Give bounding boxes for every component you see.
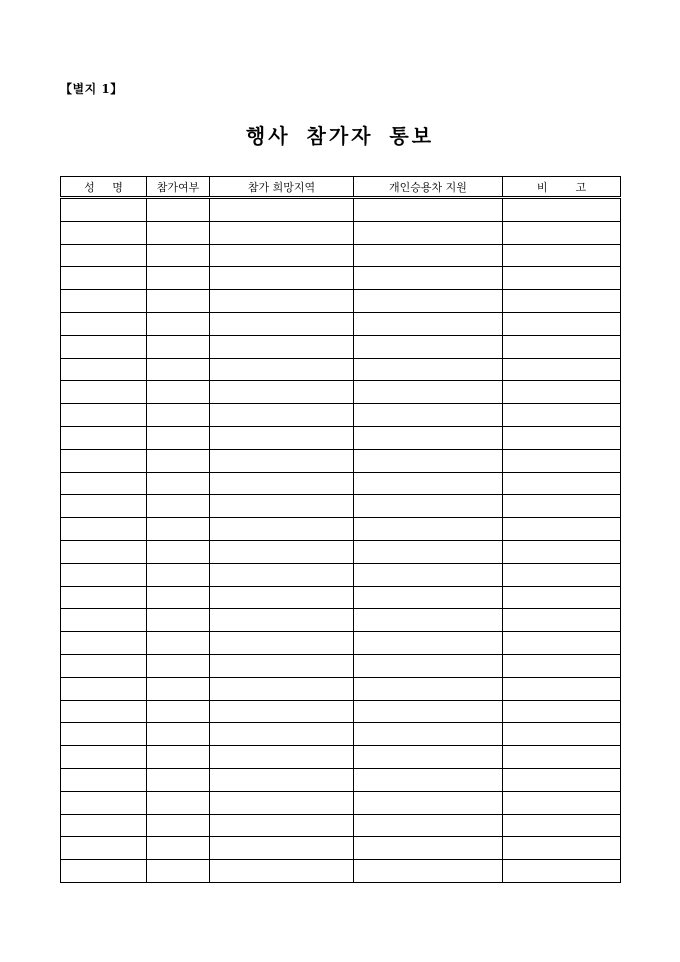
preferred-region-cell[interactable]: [210, 267, 354, 290]
preferred-region-cell[interactable]: [210, 426, 354, 449]
name-cell[interactable]: [61, 358, 147, 381]
private-car-support-cell[interactable]: [354, 495, 503, 518]
private-car-support-cell[interactable]: [354, 723, 503, 746]
private-car-support-cell[interactable]: [354, 768, 503, 791]
remarks-cell[interactable]: [503, 654, 621, 677]
private-car-support-cell[interactable]: [354, 654, 503, 677]
name-cell[interactable]: [61, 540, 147, 563]
header-participation: 참가여부: [147, 177, 210, 198]
participation-cell[interactable]: [147, 677, 210, 700]
remarks-cell[interactable]: [503, 358, 621, 381]
header-name: 성 명: [61, 177, 147, 198]
name-cell[interactable]: [61, 860, 147, 883]
preferred-region-cell[interactable]: [210, 518, 354, 541]
table-row: [61, 449, 621, 472]
table-row: [61, 290, 621, 313]
table-row: [61, 632, 621, 655]
preferred-region-cell[interactable]: [210, 700, 354, 723]
name-cell[interactable]: [61, 768, 147, 791]
private-car-support-cell[interactable]: [354, 267, 503, 290]
remarks-cell[interactable]: [503, 563, 621, 586]
name-cell[interactable]: [61, 198, 147, 222]
private-car-support-cell[interactable]: [354, 404, 503, 427]
table-row: [61, 495, 621, 518]
table-row: [61, 358, 621, 381]
private-car-support-cell[interactable]: [354, 381, 503, 404]
remarks-cell[interactable]: [503, 540, 621, 563]
preferred-region-cell[interactable]: [210, 768, 354, 791]
participation-cell[interactable]: [147, 381, 210, 404]
name-cell[interactable]: [61, 335, 147, 358]
attachment-label: 【별지 1】: [60, 82, 123, 96]
private-car-support-cell[interactable]: [354, 632, 503, 655]
header-private-car-support: 개인승용차 지원: [354, 177, 503, 198]
table-row: [61, 518, 621, 541]
participation-cell[interactable]: [147, 860, 210, 883]
remarks-cell[interactable]: [503, 518, 621, 541]
table-row: [61, 472, 621, 495]
name-cell[interactable]: [61, 381, 147, 404]
preferred-region-cell[interactable]: [210, 290, 354, 313]
remarks-cell[interactable]: [503, 768, 621, 791]
name-cell[interactable]: [61, 654, 147, 677]
table-row: [61, 860, 621, 883]
name-cell[interactable]: [61, 723, 147, 746]
participation-cell[interactable]: [147, 358, 210, 381]
participation-cell[interactable]: [147, 791, 210, 814]
participation-cell[interactable]: [147, 837, 210, 860]
preferred-region-cell[interactable]: [210, 358, 354, 381]
remarks-cell[interactable]: [503, 312, 621, 335]
name-cell[interactable]: [61, 837, 147, 860]
remarks-cell[interactable]: [503, 609, 621, 632]
table-body: [61, 198, 621, 883]
preferred-region-cell[interactable]: [210, 244, 354, 267]
private-car-support-cell[interactable]: [354, 358, 503, 381]
name-cell[interactable]: [61, 426, 147, 449]
table-row: [61, 381, 621, 404]
participation-cell[interactable]: [147, 746, 210, 769]
preferred-region-cell[interactable]: [210, 746, 354, 769]
preferred-region-cell[interactable]: [210, 221, 354, 244]
participation-cell[interactable]: [147, 198, 210, 222]
name-cell[interactable]: [61, 267, 147, 290]
participation-cell[interactable]: [147, 654, 210, 677]
document-title: 행사 참가자 통보: [245, 124, 435, 148]
name-cell[interactable]: [61, 746, 147, 769]
private-car-support-cell[interactable]: [354, 814, 503, 837]
preferred-region-cell[interactable]: [210, 381, 354, 404]
name-cell[interactable]: [61, 700, 147, 723]
preferred-region-cell[interactable]: [210, 791, 354, 814]
table-row: [61, 563, 621, 586]
private-car-support-cell[interactable]: [354, 791, 503, 814]
participation-cell[interactable]: [147, 449, 210, 472]
preferred-region-cell[interactable]: [210, 632, 354, 655]
remarks-cell[interactable]: [503, 632, 621, 655]
private-car-support-cell[interactable]: [354, 244, 503, 267]
private-car-support-cell[interactable]: [354, 746, 503, 769]
participation-cell[interactable]: [147, 768, 210, 791]
participation-cell[interactable]: [147, 495, 210, 518]
private-car-support-cell[interactable]: [354, 426, 503, 449]
header-remarks: 비 고: [503, 177, 621, 198]
private-car-support-cell[interactable]: [354, 221, 503, 244]
remarks-cell[interactable]: [503, 677, 621, 700]
participant-table: [60, 176, 621, 883]
table-row: [61, 312, 621, 335]
private-car-support-cell[interactable]: [354, 677, 503, 700]
preferred-region-cell[interactable]: [210, 814, 354, 837]
participation-cell[interactable]: [147, 290, 210, 313]
preferred-region-cell[interactable]: [210, 495, 354, 518]
private-car-support-cell[interactable]: [354, 700, 503, 723]
participation-cell[interactable]: [147, 540, 210, 563]
preferred-region-cell[interactable]: [210, 654, 354, 677]
name-cell[interactable]: [61, 632, 147, 655]
table-row: [61, 335, 621, 358]
private-car-support-cell[interactable]: [354, 609, 503, 632]
name-cell[interactable]: [61, 221, 147, 244]
participation-cell[interactable]: [147, 609, 210, 632]
remarks-cell[interactable]: [503, 198, 621, 222]
private-car-support-cell[interactable]: [354, 312, 503, 335]
private-car-support-cell[interactable]: [354, 860, 503, 883]
table-row: [61, 700, 621, 723]
table-row: [61, 267, 621, 290]
participation-cell[interactable]: [147, 586, 210, 609]
private-car-support-cell[interactable]: [354, 563, 503, 586]
name-cell[interactable]: [61, 244, 147, 267]
participation-cell[interactable]: [147, 335, 210, 358]
preferred-region-cell[interactable]: [210, 677, 354, 700]
remarks-cell[interactable]: [503, 837, 621, 860]
preferred-region-cell[interactable]: [210, 312, 354, 335]
table-row: [61, 404, 621, 427]
participation-cell[interactable]: [147, 563, 210, 586]
preferred-region-cell[interactable]: [210, 335, 354, 358]
participation-cell[interactable]: [147, 700, 210, 723]
name-cell[interactable]: [61, 472, 147, 495]
remarks-cell[interactable]: [503, 746, 621, 769]
name-cell[interactable]: [61, 586, 147, 609]
name-cell[interactable]: [61, 312, 147, 335]
table-row: [61, 791, 621, 814]
table-row: [61, 540, 621, 563]
private-car-support-cell[interactable]: [354, 540, 503, 563]
preferred-region-cell[interactable]: [210, 609, 354, 632]
remarks-cell[interactable]: [503, 586, 621, 609]
private-car-support-cell[interactable]: [354, 335, 503, 358]
preferred-region-cell[interactable]: [210, 198, 354, 222]
participation-cell[interactable]: [147, 472, 210, 495]
remarks-cell[interactable]: [503, 814, 621, 837]
header-preferred-region: 참가 희망지역: [210, 177, 354, 198]
table-row: [61, 221, 621, 244]
participation-cell[interactable]: [147, 632, 210, 655]
remarks-cell[interactable]: [503, 244, 621, 267]
participation-cell[interactable]: [147, 723, 210, 746]
table-row: [61, 814, 621, 837]
private-car-support-cell[interactable]: [354, 837, 503, 860]
name-cell[interactable]: [61, 791, 147, 814]
remarks-cell[interactable]: [503, 221, 621, 244]
participation-cell[interactable]: [147, 404, 210, 427]
remarks-cell[interactable]: [503, 381, 621, 404]
participation-cell[interactable]: [147, 814, 210, 837]
table-row: [61, 746, 621, 769]
table-row: [61, 837, 621, 860]
preferred-region-cell[interactable]: [210, 723, 354, 746]
remarks-cell[interactable]: [503, 472, 621, 495]
remarks-cell[interactable]: [503, 791, 621, 814]
preferred-region-cell[interactable]: [210, 449, 354, 472]
preferred-region-cell[interactable]: [210, 837, 354, 860]
table-row: [61, 609, 621, 632]
participation-cell[interactable]: [147, 312, 210, 335]
preferred-region-cell[interactable]: [210, 540, 354, 563]
private-car-support-cell[interactable]: [354, 586, 503, 609]
table-row: [61, 677, 621, 700]
table-row: [61, 586, 621, 609]
remarks-cell[interactable]: [503, 267, 621, 290]
table-row: [61, 426, 621, 449]
name-cell[interactable]: [61, 518, 147, 541]
table-row: [61, 244, 621, 267]
remarks-cell[interactable]: [503, 723, 621, 746]
name-cell[interactable]: [61, 404, 147, 427]
private-car-support-cell[interactable]: [354, 472, 503, 495]
name-cell[interactable]: [61, 677, 147, 700]
participation-cell[interactable]: [147, 426, 210, 449]
private-car-support-cell[interactable]: [354, 518, 503, 541]
remarks-cell[interactable]: [503, 335, 621, 358]
preferred-region-cell[interactable]: [210, 472, 354, 495]
name-cell[interactable]: [61, 609, 147, 632]
remarks-cell[interactable]: [503, 290, 621, 313]
preferred-region-cell[interactable]: [210, 586, 354, 609]
name-cell[interactable]: [61, 449, 147, 472]
participation-cell[interactable]: [147, 518, 210, 541]
table-row: [61, 723, 621, 746]
remarks-cell[interactable]: [503, 495, 621, 518]
remarks-cell[interactable]: [503, 404, 621, 427]
name-cell[interactable]: [61, 290, 147, 313]
preferred-region-cell[interactable]: [210, 563, 354, 586]
participation-cell[interactable]: [147, 221, 210, 244]
private-car-support-cell[interactable]: [354, 198, 503, 222]
preferred-region-cell[interactable]: [210, 404, 354, 427]
private-car-support-cell[interactable]: [354, 449, 503, 472]
participation-cell[interactable]: [147, 244, 210, 267]
remarks-cell[interactable]: [503, 700, 621, 723]
remarks-cell[interactable]: [503, 426, 621, 449]
remarks-cell[interactable]: [503, 449, 621, 472]
name-cell[interactable]: [61, 814, 147, 837]
name-cell[interactable]: [61, 495, 147, 518]
table-row: [61, 198, 621, 222]
name-cell[interactable]: [61, 563, 147, 586]
remarks-cell[interactable]: [503, 860, 621, 883]
table-row: [61, 768, 621, 791]
table-header-row: [61, 177, 621, 198]
participation-cell[interactable]: [147, 267, 210, 290]
preferred-region-cell[interactable]: [210, 860, 354, 883]
table-row: [61, 654, 621, 677]
private-car-support-cell[interactable]: [354, 290, 503, 313]
